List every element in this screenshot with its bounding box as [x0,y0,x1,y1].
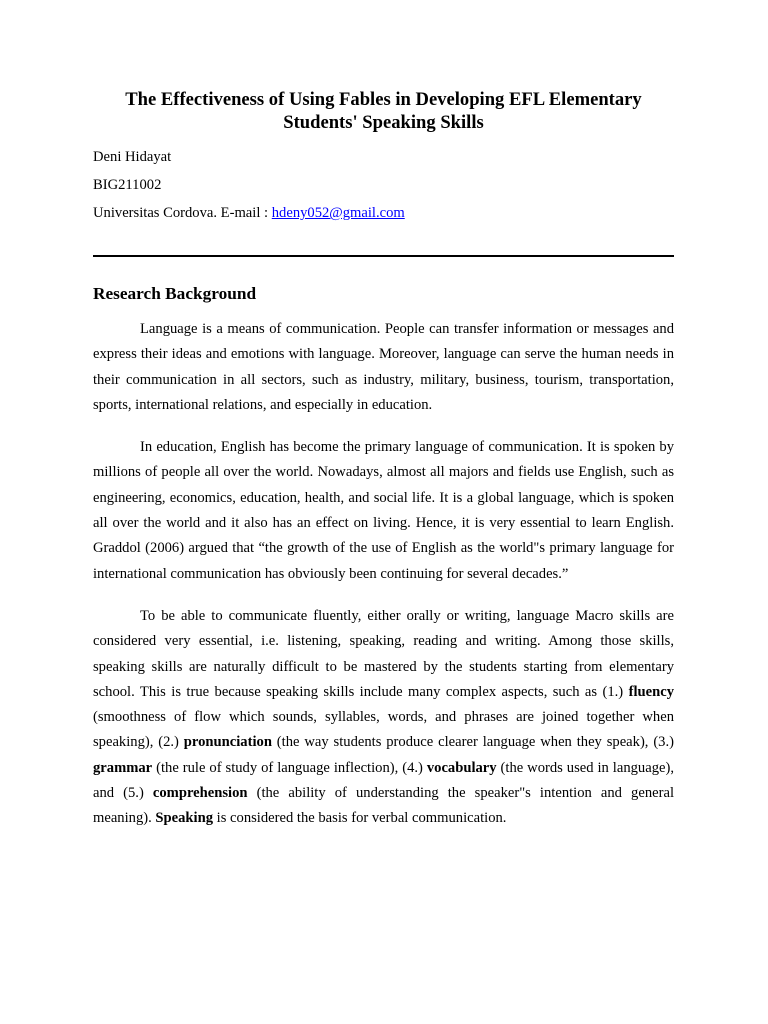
term-vocabulary: vocabulary [426,759,497,776]
term-pronunciation: pronunciation [183,734,272,751]
author-name: Deni Hidayat [93,149,172,165]
paragraph-1: Language is a means of communication. People can transfer information or messages and express their ideas and emotions with language. Moreover, language can serve the human needs in their communication in all sectors, such as industry, military, business, tourism, transportation, sports, international relations, and especially in education. [93,321,674,413]
paragraph-3-text: (smoothness of flow which sounds, syllables, words, and phrases are joined together when speaking), (2.) [93,709,674,751]
email-link[interactable]: hdeny052@gmail.com [271,205,405,221]
paragraph-3 [93,604,674,832]
term-fluency: fluency [628,683,674,700]
student-id: BIG211002 [93,177,162,193]
section-heading: Research Background [93,284,257,303]
document-page [93,88,674,832]
term-comprehension: comprehension [152,785,248,802]
affiliation-line [93,204,674,222]
paragraph-2: In education, English has become the primary language of communication. It is spoken by millions of people all over the world. Nowadays, almost all majors and fields use English, such as engineering, economics, education, health, and social life. It is a global language, which is spoken all over the world and it also has an effect on living. Hence, it is very essential to learn English. Graddol (2006) argued that “the growth of the use of English as the world"s primary language for international communication has obviously been continuing for several decades.” [93,439,674,582]
paragraph-3-text: (the rule of study of language inflection), (4.) [152,759,427,776]
paragraph-3-text: (the words used in language), and (5.) [93,759,674,802]
term-speaking: Speaking [155,810,214,827]
paper-title: The Effectiveness of Using Fables in Developing EFL Elementary Students' Speaking Skills [125,89,642,133]
term-grammar: grammar [93,759,153,776]
header-divider [93,255,674,257]
paragraph-3-text: (the ability of understanding the speaker"s intention and general meaning). [93,785,674,827]
paragraph-3-text: (the way students produce clearer language when they speak), (3.) [271,734,674,751]
affiliation-text: Universitas Cordova. E-mail : [93,205,272,221]
paragraph-3-text: To be able to communicate fluently, either orally or writing, language Macro skills are considered very essential, i.e. listening, speaking, reading and writing. Among those skills, speaking skills are naturally difficult to be mastered by the students starting from elementary school. This is true because speaking skills include many complex aspects, such as (1.) [93,607,674,700]
paragraph-3-text: is considered the basis for verbal communication. [213,810,507,827]
